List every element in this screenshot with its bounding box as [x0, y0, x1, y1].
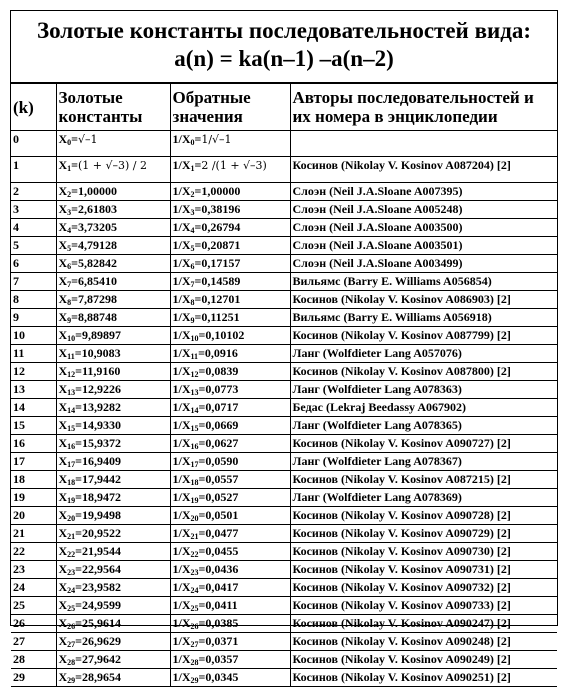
table-row: [11, 525, 557, 543]
golden-constant-cell: $X_{10}=9,89897$: [56, 327, 170, 345]
inverse-value-cell: $1/X_2=1,00000$: [170, 183, 290, 201]
authors-cell: Косинов (Nikolay V. Kosinov A087204) [2]: [290, 157, 557, 183]
inverse-value: 0,0839: [205, 364, 239, 378]
golden-constant-cell: $X_8=7,87298$: [56, 291, 170, 309]
inverse-value: 0,0916: [204, 346, 238, 360]
inverse-value: 0,0345: [205, 670, 239, 684]
authors-cell: Косинов (Nikolay V. Kosinov A090248) [2]: [290, 633, 557, 651]
authors-cell: Бедас (Lekraj Beedassy A067902): [290, 399, 557, 417]
golden-constant-value: 12,9226: [82, 382, 122, 396]
row-k: 1: [11, 157, 56, 183]
table-row: [11, 651, 557, 669]
inverse-value-cell: $1/X_1=2$ /(1 + √–3): [170, 157, 290, 183]
row-k: 7: [11, 273, 56, 291]
x0-formula: √–1: [78, 133, 98, 146]
row-k: 13: [11, 381, 56, 399]
authors-cell: Косинов (Nikolay V. Kosinov A090729) [2]: [290, 525, 557, 543]
golden-constant-cell: $X_{12}=11,9160$: [56, 363, 170, 381]
golden-constant-value: 10,9083: [81, 346, 121, 360]
table-row: [11, 399, 557, 417]
header-authors: Авторы последовательностей и их номера в энциклопедии: [290, 84, 557, 131]
authors-cell: Ланг (Wolfdieter Lang A078363): [290, 381, 557, 399]
golden-constant-cell: $X_{11}=10,9083$: [56, 345, 170, 363]
golden-constant-cell: $X_0=√-1$: [56, 131, 170, 157]
golden-constant-cell: $X_{18}=17,9442$: [56, 471, 170, 489]
row-k: 17: [11, 453, 56, 471]
table-body: [11, 131, 557, 687]
inverse-value: 0,10102: [205, 328, 245, 342]
inverse-value: 0,12701: [201, 292, 241, 306]
golden-constant-cell: $X_3=2,61803$: [56, 201, 170, 219]
inverse-value: 0,20871: [201, 238, 241, 252]
inverse-value-cell: $1/X_{25}=0,0411$: [170, 597, 290, 615]
inverse-value: 0,38196: [201, 202, 241, 216]
row-k: 12: [11, 363, 56, 381]
golden-constant-value: 13,9282: [82, 400, 122, 414]
title-line-1: Золотые константы последовательностей вида:: [36, 18, 532, 43]
row-k: 28: [11, 651, 56, 669]
table-row: [11, 489, 557, 507]
row-k: 4: [11, 219, 56, 237]
table-row: [11, 597, 557, 615]
golden-constant-value: 25,9614: [82, 616, 122, 630]
table-row: [11, 417, 557, 435]
x1-formula: (1 + √–3) / 2: [78, 159, 148, 172]
table-row: [11, 201, 557, 219]
authors-cell: Косинов (Nikolay V. Kosinov A090733) [2]: [290, 597, 557, 615]
golden-constant-value: 22,9564: [82, 562, 122, 576]
golden-constant-cell: $X_9=8,88748$: [56, 309, 170, 327]
row-k: 15: [11, 417, 56, 435]
row-k: 5: [11, 237, 56, 255]
golden-constant-value: 2,61803: [78, 202, 118, 216]
authors-cell: Косинов (Nikolay V. Kosinov A090732) [2]: [290, 579, 557, 597]
row-k: 11: [11, 345, 56, 363]
authors-cell: Вильямс (Barry E. Williams A056918): [290, 309, 557, 327]
row-k: 0: [11, 131, 56, 157]
inverse-value: 0,0417: [205, 580, 239, 594]
golden-constant-value: 1,00000: [78, 184, 118, 198]
golden-constant-value: 6,85410: [78, 274, 118, 288]
row-k: 16: [11, 435, 56, 453]
constants-table: [11, 83, 557, 687]
row-k: 10: [11, 327, 56, 345]
inverse-value-cell: $1/X_9=0,11251$: [170, 309, 290, 327]
authors-cell: Вильямс (Barry E. Williams A056854): [290, 273, 557, 291]
inverse-value-cell: $1/X_{29}=0,0345$: [170, 669, 290, 687]
inverse-value-cell: $1/X_5=0,20871$: [170, 237, 290, 255]
row-k: 27: [11, 633, 56, 651]
golden-constant-value: 23,9582: [82, 580, 122, 594]
golden-constant-cell: $X_{27}=26,9629$: [56, 633, 170, 651]
golden-constant-value: 17,9442: [82, 472, 122, 486]
table-row: [11, 543, 557, 561]
golden-constant-cell: $X_4=3,73205$: [56, 219, 170, 237]
row-k: 21: [11, 525, 56, 543]
authors-cell: Ланг (Wolfdieter Lang A078367): [290, 453, 557, 471]
inverse-value: 0,0477: [205, 526, 239, 540]
row-k: 25: [11, 597, 56, 615]
inv1-formula: 2 /(1 + √–3): [201, 159, 267, 172]
inverse-value: 0,0436: [205, 562, 239, 576]
table-row: [11, 615, 557, 633]
golden-constant-cell: $X_{26}=25,9614$: [56, 615, 170, 633]
golden-constant-value: 21,9544: [82, 544, 122, 558]
table-row: [11, 237, 557, 255]
golden-constant-cell: $X_2=1,00000$: [56, 183, 170, 201]
authors-cell: Косинов (Nikolay V. Kosinov A090247) [2]: [290, 615, 557, 633]
golden-constant-value: 20,9522: [82, 526, 122, 540]
inverse-value-cell: $1/X_3=0,38196$: [170, 201, 290, 219]
inverse-value-cell: $1/X_{18}=0,0557$: [170, 471, 290, 489]
golden-constant-cell: $X_{14}=13,9282$: [56, 399, 170, 417]
inverse-value-cell: $1/X_{26}=0,0385$: [170, 615, 290, 633]
row-k: 2: [11, 183, 56, 201]
inverse-value: 0,0669: [205, 418, 239, 432]
inverse-value-cell: $1/X_7=0,14589$: [170, 273, 290, 291]
authors-cell: Косинов (Nikolay V. Kosinov A090728) [2]: [290, 507, 557, 525]
table-row: [11, 381, 557, 399]
inverse-value-cell: $1/X_{28}=0,0357$: [170, 651, 290, 669]
table-row: [11, 507, 557, 525]
header-k: (k): [11, 84, 56, 131]
row-k: 14: [11, 399, 56, 417]
golden-constant-value: 15,9372: [82, 436, 122, 450]
golden-constant-value: 24,9599: [82, 598, 122, 612]
inverse-value: 0,0501: [205, 508, 239, 522]
golden-constant-cell: $X_5=4,79128$: [56, 237, 170, 255]
table-row: [11, 363, 557, 381]
golden-constant-value: 4,79128: [78, 238, 118, 252]
golden-constant-cell: $X_{21}=20,9522$: [56, 525, 170, 543]
golden-constant-cell: $X_{23}=22,9564$: [56, 561, 170, 579]
inverse-value-cell: $1/X_{13}=0,0773$: [170, 381, 290, 399]
inverse-value: 0,0357: [205, 652, 239, 666]
authors-cell: Косинов (Nikolay V. Kosinov A087215) [2]: [290, 471, 557, 489]
inverse-value-cell: $1/X_{20}=0,0501$: [170, 507, 290, 525]
inverse-value-cell: $1/X_4=0,26794$: [170, 219, 290, 237]
golden-constant-value: 8,88748: [78, 310, 118, 324]
inverse-value: 0,0590: [205, 454, 239, 468]
row-k: 9: [11, 309, 56, 327]
inverse-value-cell: $1/X_{22}=0,0455$: [170, 543, 290, 561]
table-row: [11, 255, 557, 273]
row-k: 20: [11, 507, 56, 525]
inverse-value-cell: $1/X_{16}=0,0627$: [170, 435, 290, 453]
inverse-value-cell: $1/X_8=0,12701$: [170, 291, 290, 309]
row-k: 8: [11, 291, 56, 309]
table-row: [11, 131, 557, 157]
golden-constant-cell: $X_{15}=14,9330$: [56, 417, 170, 435]
authors-cell: Косинов (Nikolay V. Kosinov A087800) [2]: [290, 363, 557, 381]
golden-constant-cell: $X_{13}=12,9226$: [56, 381, 170, 399]
inverse-value-cell: $1/X_{17}=0,0590$: [170, 453, 290, 471]
title-block: [11, 11, 557, 83]
inverse-value: 1,00000: [201, 184, 241, 198]
inverse-value: 0,14589: [201, 274, 241, 288]
golden-constants-sheet: [10, 10, 558, 685]
title-line-2: a(n) = ka(n–1) –a(n–2): [174, 46, 394, 71]
authors-cell: Косинов (Nikolay V. Kosinov A090251) [2]: [290, 669, 557, 687]
inverse-value-cell: $1/X_{15}=0,0669$: [170, 417, 290, 435]
authors-cell: Слоэн (Neil J.A.Sloane A003500): [290, 219, 557, 237]
table-row: [11, 157, 557, 183]
authors-cell: Ланг (Wolfdieter Lang A078365): [290, 417, 557, 435]
inverse-value-cell: $1/X_{11}=0,0916$: [170, 345, 290, 363]
table-row: [11, 579, 557, 597]
golden-constant-cell: $X_{20}=19,9498$: [56, 507, 170, 525]
row-k: 24: [11, 579, 56, 597]
inverse-value: 0,0411: [205, 598, 238, 612]
authors-cell: Ланг (Wolfdieter Lang A057076): [290, 345, 557, 363]
golden-constant-value: 19,9498: [82, 508, 122, 522]
golden-constant-value: 9,89897: [82, 328, 122, 342]
authors-cell: Косинов (Nikolay V. Kosinov A090727) [2]: [290, 435, 557, 453]
table-row: [11, 273, 557, 291]
inverse-value: 0,0717: [205, 400, 239, 414]
golden-constant-value: 7,87298: [78, 292, 118, 306]
inverse-value-cell: $1/X_{27}=0,0371$: [170, 633, 290, 651]
inverse-value-cell: $1/X_{10}=0,10102$: [170, 327, 290, 345]
authors-cell: Слоэн (Neil J.A.Sloane A003501): [290, 237, 557, 255]
inverse-value: 0,17157: [201, 256, 241, 270]
authors-cell: Косинов (Nikolay V. Kosinov A090730) [2]: [290, 543, 557, 561]
golden-constant-value: 14,9330: [82, 418, 122, 432]
inverse-value-cell: $1/X_{24}=0,0417$: [170, 579, 290, 597]
authors-cell: Косинов (Nikolay V. Kosinov A086903) [2]: [290, 291, 557, 309]
table-row: [11, 327, 557, 345]
inverse-value: 0,0527: [205, 490, 239, 504]
header-inverse-values: Обратные значения: [170, 84, 290, 131]
authors-cell: [290, 131, 557, 157]
golden-constant-cell: $X_6=5,82842$: [56, 255, 170, 273]
inverse-value: 0,0557: [205, 472, 239, 486]
golden-constant-value: 3,73205: [78, 220, 118, 234]
authors-cell: Косинов (Nikolay V. Kosinov A090731) [2]: [290, 561, 557, 579]
golden-constant-cell: $X_1=(1 + √-3) / 2$: [56, 157, 170, 183]
inverse-value-cell: $1/X_{14}=0,0717$: [170, 399, 290, 417]
golden-constant-value: 26,9629: [82, 634, 122, 648]
golden-constant-value: 18,9472: [82, 490, 122, 504]
golden-constant-cell: $X_{17}=16,9409$: [56, 453, 170, 471]
table-row: [11, 345, 557, 363]
golden-constant-cell: $X_{29}=28,9654$: [56, 669, 170, 687]
inverse-value: 0,0773: [205, 382, 239, 396]
golden-constant-cell: $X_{16}=15,9372$: [56, 435, 170, 453]
table-row: [11, 471, 557, 489]
table-row: [11, 219, 557, 237]
authors-cell: Слоэн (Neil J.A.Sloane A005248): [290, 201, 557, 219]
inverse-value-cell: $1/X_{21}=0,0477$: [170, 525, 290, 543]
row-k: 18: [11, 471, 56, 489]
inverse-value-cell: $1/X_6=0,17157$: [170, 255, 290, 273]
golden-constant-value: 5,82842: [78, 256, 118, 270]
golden-constant-value: 11,9160: [82, 364, 121, 378]
authors-cell: Слоэн (Neil J.A.Sloane A007395): [290, 183, 557, 201]
inverse-value: 0,0455: [205, 544, 239, 558]
golden-constant-cell: $X_7=6,85410$: [56, 273, 170, 291]
inverse-value-cell: $1/X_{19}=0,0527$: [170, 489, 290, 507]
authors-cell: Слоэн (Neil J.A.Sloane A003499): [290, 255, 557, 273]
header-golden-constants: Золотые константы: [56, 84, 170, 131]
table-row: [11, 561, 557, 579]
inverse-value-cell: $1/X_{12}=0,0839$: [170, 363, 290, 381]
golden-constant-cell: $X_{22}=21,9544$: [56, 543, 170, 561]
row-k: 3: [11, 201, 56, 219]
inverse-value: 0,0371: [205, 634, 239, 648]
row-k: 26: [11, 615, 56, 633]
row-k: 19: [11, 489, 56, 507]
golden-constant-cell: $X_{28}=27,9642$: [56, 651, 170, 669]
inverse-value: 0,0627: [205, 436, 239, 450]
table-row: [11, 309, 557, 327]
golden-constant-value: 27,9642: [82, 652, 122, 666]
authors-cell: Ланг (Wolfdieter Lang A078369): [290, 489, 557, 507]
table-row: [11, 435, 557, 453]
inverse-value: 0,0385: [205, 616, 239, 630]
row-k: 6: [11, 255, 56, 273]
golden-constant-cell: $X_{25}=24,9599$: [56, 597, 170, 615]
inverse-value: 0,26794: [201, 220, 241, 234]
authors-cell: Косинов (Nikolay V. Kosinov A090249) [2]: [290, 651, 557, 669]
inverse-value-cell: $1/X_{23}=0,0436$: [170, 561, 290, 579]
authors-cell: Косинов (Nikolay V. Kosinov A087799) [2]: [290, 327, 557, 345]
header-row: [11, 84, 557, 131]
inverse-value-cell: $1/X_0=1/√-1$: [170, 131, 290, 157]
golden-constant-cell: $X_{24}=23,9582$: [56, 579, 170, 597]
table-row: [11, 669, 557, 687]
row-k: 22: [11, 543, 56, 561]
inverse-value: 0,11251: [201, 310, 240, 324]
table-row: [11, 633, 557, 651]
table-row: [11, 453, 557, 471]
table-row: [11, 291, 557, 309]
table-row: [11, 183, 557, 201]
row-k: 29: [11, 669, 56, 687]
row-k: 23: [11, 561, 56, 579]
golden-constant-value: 16,9409: [82, 454, 122, 468]
golden-constant-cell: $X_{19}=18,9472$: [56, 489, 170, 507]
inv0-formula: 1/√–1: [201, 133, 232, 146]
golden-constant-value: 28,9654: [82, 670, 122, 684]
